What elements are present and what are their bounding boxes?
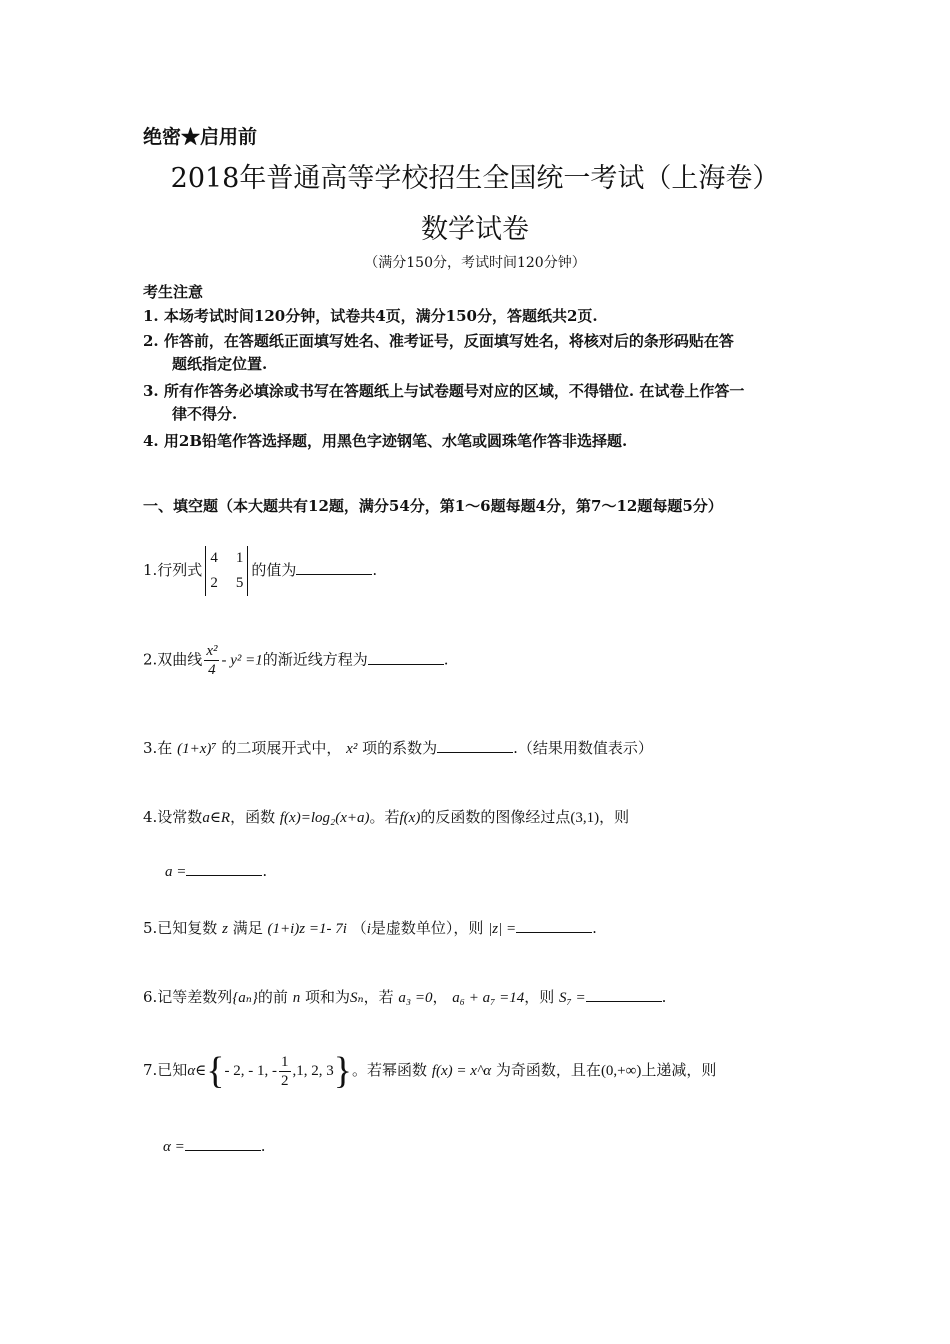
question-3: 3.在 (1+x)⁷ 的二项展开式中， x² 项的系数为 .（结果用数值表示） [143, 739, 653, 757]
exam-title: 2018年普通高等学校招生全国统一考试（上海卷） [170, 163, 780, 194]
fraction: $\frac{\text{x²}}{4}$ [206, 643, 218, 678]
instruction-item: 2. 作答前，在答题纸正面填写姓名、准考证号，反面填写姓名，将核对后的条形码贴在答 [143, 332, 734, 350]
determinant: 4 1 2 5 [205, 546, 248, 596]
question-5: 5.已知复数 z 满足 (1+i)z =1- 7i （i是虚数单位），则 |z| = . [143, 919, 597, 937]
answer-blank [296, 560, 372, 575]
question-4-answer: a = . [165, 862, 268, 880]
section-heading: 一、填空题（本大题共有12题，满分54分，第1～6题每题4分，第7～12题每题5分） [143, 497, 723, 515]
instruction-item: 律不得分. [172, 405, 238, 423]
answer-blank [185, 1136, 261, 1151]
answer-blank [368, 650, 444, 665]
question-7: 7.已知α∈{- 2, - 1, - $\frac{1}{2}$ ,1, 2, 3}。若幂函数 f(x) = x^α 为奇函数，且在(0,+∞)上递减，则 [143, 1050, 717, 1092]
answer-blank [586, 987, 662, 1002]
left-brace: { [206, 1050, 225, 1092]
exam-subtitle: 数学试卷 [421, 214, 529, 245]
right-brace: } [333, 1050, 353, 1092]
instruction-item: 4. 用2B铅笔作答选择题，用黑色字迹钢笔、水笔或圆珠笔作答非选择题. [143, 432, 628, 450]
exam-note: （满分150分，考试时间120分钟） [364, 255, 586, 271]
question-7-answer: α = . [163, 1137, 266, 1155]
instructions-heading: 考生注意 [143, 283, 204, 301]
instruction-item: 题纸指定位置. [172, 355, 268, 373]
answer-blank [516, 918, 592, 933]
secret-label: 绝密★启用前 [143, 126, 258, 148]
answer-blank [186, 861, 262, 876]
question-4: 4.设常数a∈R，函数 f(x)=log₂(x+a)。若f(x)的反函数的图像经过点(3,1)，则 [143, 808, 630, 826]
fraction: $\frac{1}{2}$ [281, 1053, 289, 1089]
instruction-item: 3. 所有作答务必填涂或书写在答题纸上与试卷题号对应的区域，不得错位. 在试卷上作答一 [143, 382, 745, 400]
question-1: 1.行列式 4 1 2 5 的值为 . [143, 546, 377, 596]
question-2: 2.双曲线 $\frac{\text{x²}}{4}$ - y² =1的渐近线方程为 . [143, 643, 449, 678]
instruction-item: 1. 本场考试时间120分钟，试卷共4页，满分150分，答题纸共2页. [143, 307, 598, 325]
answer-blank [437, 738, 513, 753]
question-6: 6.记等差数列{aₙ}的前 n 项和为Sₙ，若 a₃ =0， a₆ + a₇ =14，则 S₇ = . [143, 988, 667, 1006]
